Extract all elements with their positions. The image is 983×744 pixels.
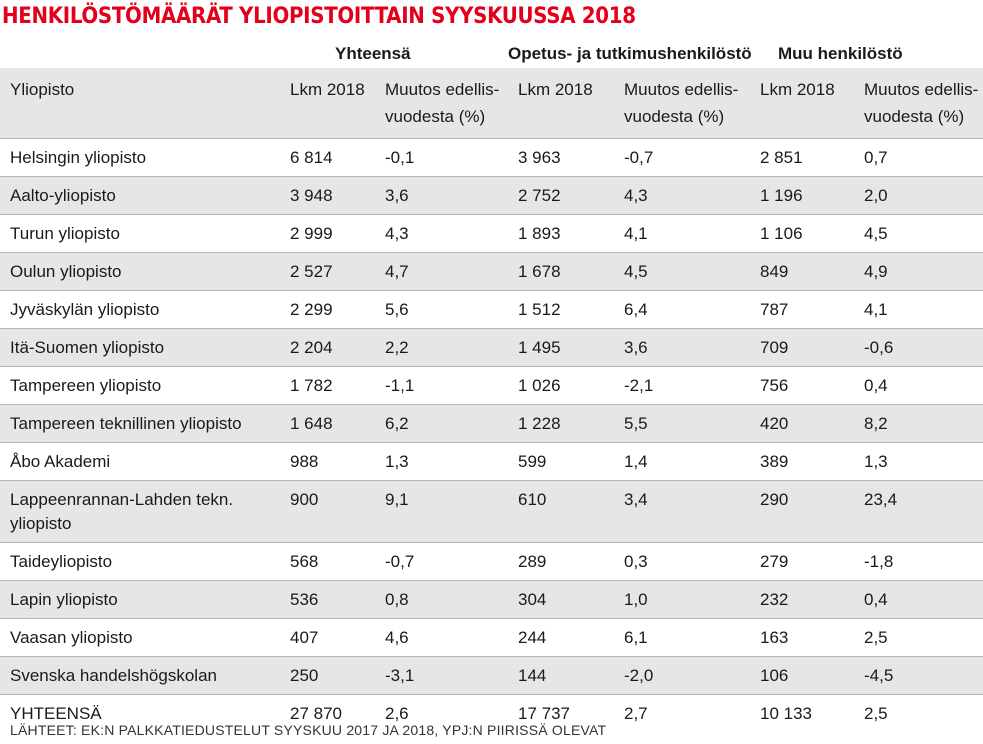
university-name-cell: Åbo Akademi bbox=[0, 443, 280, 481]
value-cell: -0,7 bbox=[375, 543, 508, 581]
value-cell: 1 782 bbox=[280, 367, 375, 405]
value-cell: 3,4 bbox=[614, 481, 750, 543]
column-header: Lkm 2018 bbox=[508, 68, 614, 139]
value-cell: 2 851 bbox=[750, 139, 854, 177]
value-cell: -3,1 bbox=[375, 657, 508, 695]
value-cell: 1 228 bbox=[508, 405, 614, 443]
value-cell: 8,2 bbox=[854, 405, 983, 443]
value-cell: 2,7 bbox=[614, 695, 750, 733]
table-row bbox=[0, 405, 983, 443]
value-cell: 420 bbox=[750, 405, 854, 443]
value-cell: 6 814 bbox=[280, 139, 375, 177]
value-cell: 1 026 bbox=[508, 367, 614, 405]
value-cell: 2 204 bbox=[280, 329, 375, 367]
value-cell: 3,6 bbox=[375, 177, 508, 215]
page-title: HENKILÖSTÖMÄÄRÄT YLIOPISTOITTAIN SYYSKUUSSA 2018 bbox=[2, 4, 636, 29]
value-cell: 2 752 bbox=[508, 177, 614, 215]
value-cell: 407 bbox=[280, 619, 375, 657]
university-name-cell: Helsingin yliopisto bbox=[0, 139, 280, 177]
value-cell: 610 bbox=[508, 481, 614, 543]
university-name-cell: Tampereen yliopisto bbox=[0, 367, 280, 405]
value-cell: 5,5 bbox=[614, 405, 750, 443]
table-row bbox=[0, 657, 983, 695]
column-header: Muutos edellis-vuodesta (%) bbox=[375, 68, 508, 139]
value-cell: -2,1 bbox=[614, 367, 750, 405]
column-header: Muutos edellis-vuodesta (%) bbox=[854, 68, 983, 139]
value-cell: -0,6 bbox=[854, 329, 983, 367]
value-cell: 2,0 bbox=[854, 177, 983, 215]
university-name-cell: YHTEENSÄ bbox=[0, 695, 280, 733]
value-cell: 279 bbox=[750, 543, 854, 581]
value-cell: 3 963 bbox=[508, 139, 614, 177]
table-row bbox=[0, 443, 983, 481]
value-cell: 2 999 bbox=[280, 215, 375, 253]
university-name-cell: Taideyliopisto bbox=[0, 543, 280, 581]
value-cell: 1 495 bbox=[508, 329, 614, 367]
value-cell: 4,6 bbox=[375, 619, 508, 657]
value-cell: -2,0 bbox=[614, 657, 750, 695]
value-cell: 2 299 bbox=[280, 291, 375, 329]
university-name-cell: Tampereen teknillinen yliopisto bbox=[0, 405, 280, 443]
table-row bbox=[0, 543, 983, 581]
value-cell: -1,8 bbox=[854, 543, 983, 581]
value-cell: 3 948 bbox=[280, 177, 375, 215]
value-cell: 232 bbox=[750, 581, 854, 619]
value-cell: 4,1 bbox=[854, 291, 983, 329]
group-header-total: Yhteensä bbox=[335, 44, 411, 63]
value-cell: 1 678 bbox=[508, 253, 614, 291]
value-cell: 2,5 bbox=[854, 619, 983, 657]
value-cell: 709 bbox=[750, 329, 854, 367]
table-header-row bbox=[0, 68, 983, 139]
value-cell: 0,3 bbox=[614, 543, 750, 581]
university-name-cell: Jyväskylän yliopisto bbox=[0, 291, 280, 329]
value-cell: 389 bbox=[750, 443, 854, 481]
value-cell: 6,2 bbox=[375, 405, 508, 443]
value-cell: 4,3 bbox=[375, 215, 508, 253]
table-row bbox=[0, 619, 983, 657]
value-cell: 1,4 bbox=[614, 443, 750, 481]
value-cell: 144 bbox=[508, 657, 614, 695]
value-cell: 536 bbox=[280, 581, 375, 619]
value-cell: 4,9 bbox=[854, 253, 983, 291]
value-cell: 250 bbox=[280, 657, 375, 695]
value-cell: 1 893 bbox=[508, 215, 614, 253]
value-cell: 756 bbox=[750, 367, 854, 405]
university-name-cell: Svenska handelshögskolan bbox=[0, 657, 280, 695]
table-row bbox=[0, 329, 983, 367]
group-header-teaching-staff: Opetus- ja tutkimushenkilöstö bbox=[508, 44, 752, 63]
value-cell: 244 bbox=[508, 619, 614, 657]
table-row bbox=[0, 291, 983, 329]
value-cell: 0,7 bbox=[854, 139, 983, 177]
value-cell: 1 196 bbox=[750, 177, 854, 215]
table-row bbox=[0, 367, 983, 405]
value-cell: 290 bbox=[750, 481, 854, 543]
value-cell: 304 bbox=[508, 581, 614, 619]
value-cell: 2,2 bbox=[375, 329, 508, 367]
value-cell: 1,3 bbox=[375, 443, 508, 481]
table-row bbox=[0, 177, 983, 215]
value-cell: 1 512 bbox=[508, 291, 614, 329]
column-header: Lkm 2018 bbox=[750, 68, 854, 139]
value-cell: 163 bbox=[750, 619, 854, 657]
staff-table bbox=[0, 68, 983, 732]
value-cell: 988 bbox=[280, 443, 375, 481]
group-header-other-staff: Muu henkilöstö bbox=[778, 44, 903, 63]
table-row bbox=[0, 581, 983, 619]
column-header: Lkm 2018 bbox=[280, 68, 375, 139]
source-note: LÄHTEET: EK:N PALKKATIEDUSTELUT SYYSKUU 2017 JA 2018, YPJ:N PIIRISSÄ OLEVAT bbox=[10, 722, 607, 738]
value-cell: -0,7 bbox=[614, 139, 750, 177]
value-cell: 787 bbox=[750, 291, 854, 329]
value-cell: 4,5 bbox=[614, 253, 750, 291]
value-cell: 9,1 bbox=[375, 481, 508, 543]
university-name-cell: Aalto-yliopisto bbox=[0, 177, 280, 215]
value-cell: 1 106 bbox=[750, 215, 854, 253]
value-cell: 0,8 bbox=[375, 581, 508, 619]
value-cell: 17 737 bbox=[508, 695, 614, 733]
column-header-university: Yliopisto bbox=[0, 68, 280, 139]
value-cell: 568 bbox=[280, 543, 375, 581]
university-name-cell: Oulun yliopisto bbox=[0, 253, 280, 291]
university-name-cell: Turun yliopisto bbox=[0, 215, 280, 253]
value-cell: 1 648 bbox=[280, 405, 375, 443]
value-cell: -1,1 bbox=[375, 367, 508, 405]
value-cell: 10 133 bbox=[750, 695, 854, 733]
value-cell: 900 bbox=[280, 481, 375, 543]
table-row bbox=[0, 253, 983, 291]
table-row bbox=[0, 139, 983, 177]
value-cell: 27 870 bbox=[280, 695, 375, 733]
value-cell: 3,6 bbox=[614, 329, 750, 367]
university-name-cell: Lappeenrannan-Lahden tekn. yliopisto bbox=[0, 481, 280, 543]
table-row bbox=[0, 481, 983, 543]
value-cell: 4,5 bbox=[854, 215, 983, 253]
value-cell: 1,3 bbox=[854, 443, 983, 481]
value-cell: 4,7 bbox=[375, 253, 508, 291]
value-cell: 2,5 bbox=[854, 695, 983, 733]
value-cell: -4,5 bbox=[854, 657, 983, 695]
value-cell: 4,1 bbox=[614, 215, 750, 253]
value-cell: -0,1 bbox=[375, 139, 508, 177]
value-cell: 1,0 bbox=[614, 581, 750, 619]
value-cell: 849 bbox=[750, 253, 854, 291]
table-row bbox=[0, 215, 983, 253]
value-cell: 0,4 bbox=[854, 581, 983, 619]
value-cell: 289 bbox=[508, 543, 614, 581]
value-cell: 2 527 bbox=[280, 253, 375, 291]
table-body bbox=[0, 139, 983, 733]
value-cell: 106 bbox=[750, 657, 854, 695]
value-cell: 0,4 bbox=[854, 367, 983, 405]
value-cell: 23,4 bbox=[854, 481, 983, 543]
column-header: Muutos edellis-vuodesta (%) bbox=[614, 68, 750, 139]
university-name-cell: Lapin yliopisto bbox=[0, 581, 280, 619]
value-cell: 599 bbox=[508, 443, 614, 481]
value-cell: 5,6 bbox=[375, 291, 508, 329]
university-name-cell: Vaasan yliopisto bbox=[0, 619, 280, 657]
value-cell: 2,6 bbox=[375, 695, 508, 733]
value-cell: 4,3 bbox=[614, 177, 750, 215]
value-cell: 6,1 bbox=[614, 619, 750, 657]
university-name-cell: Itä-Suomen yliopisto bbox=[0, 329, 280, 367]
value-cell: 6,4 bbox=[614, 291, 750, 329]
